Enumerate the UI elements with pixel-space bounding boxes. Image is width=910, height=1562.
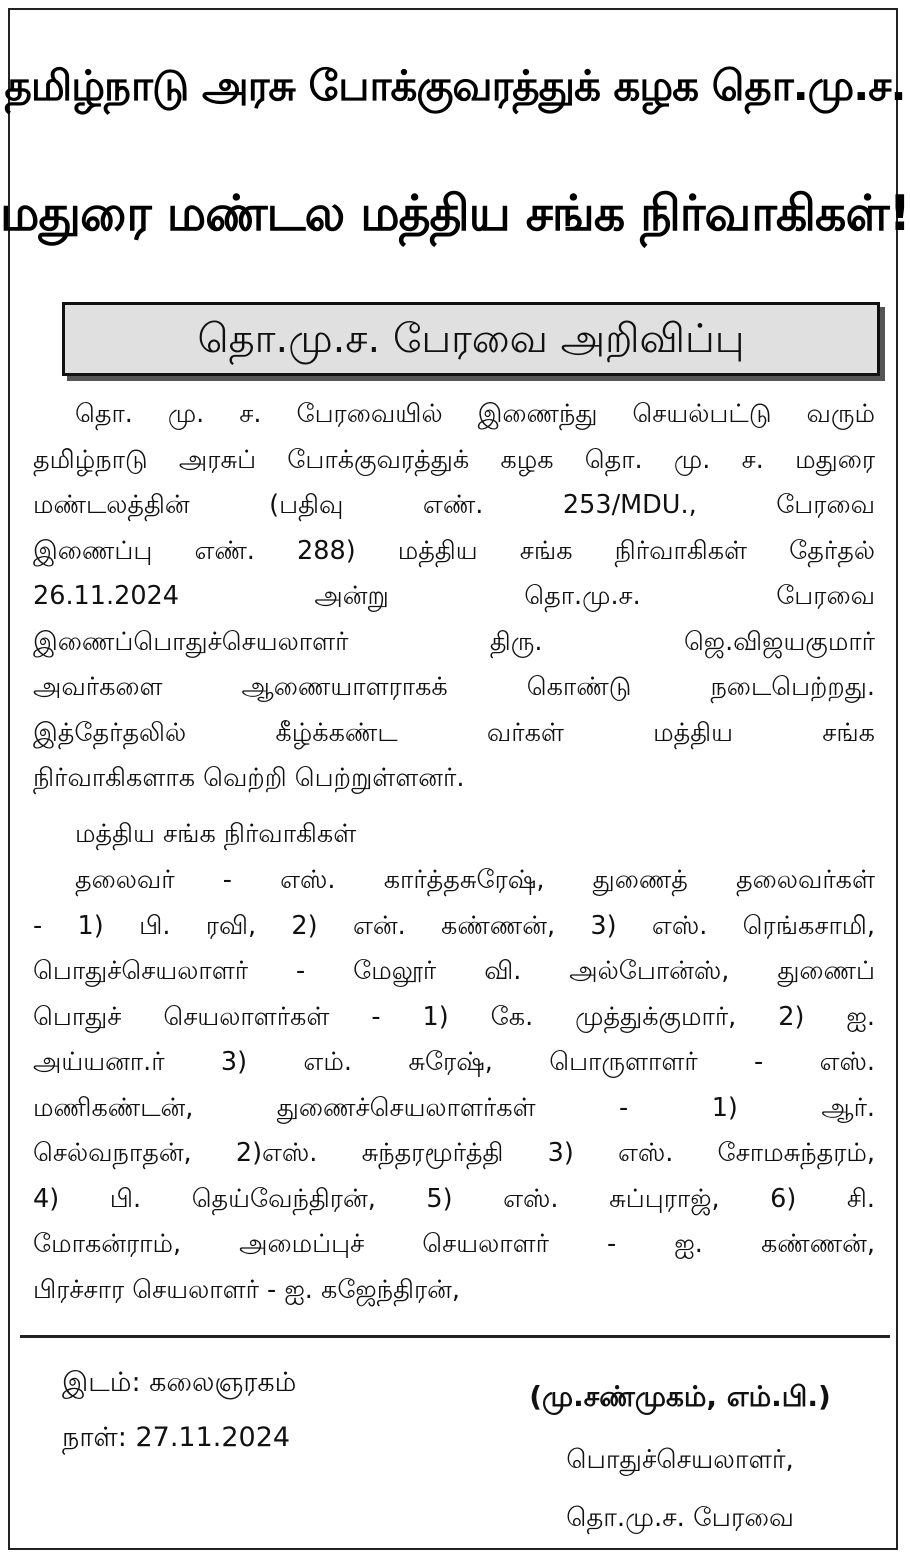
body-line: இணைப்பொதுச்செயலாளர் திரு. ஜெ.விஜயகுமார் [33, 626, 875, 657]
body-line: தொ. மு. ச. பேரவையில் இணைந்து செயல்பட்டு வரும் [75, 399, 875, 429]
body-line: இத்தேர்தலில் கீழ்க்கண்ட வர்கள் மத்திய சங்க [33, 717, 875, 748]
signatory-org: தொ.மு.ச. பேரவை [566, 1503, 794, 1533]
body-line: நிர்வாகிகளாக வெற்றி பெற்றுள்ளனர். [33, 763, 465, 793]
office-bearer-line: மோகன்ராம், அமைப்புச் செயலாளர் - ஐ. கண்ணன், [33, 1229, 875, 1259]
headline-line-1: தமிழ்நாடு அரசு போக்குவரத்துக் கழக தொ.மு.ச. [4, 61, 906, 110]
body-line: இணைப்பு எண். 288) மத்திய சங்க நிர்வாகிகள் தேர்தல் [33, 535, 875, 566]
headline-line-2: மதுரை மண்டல மத்திய சங்க நிர்வாகிகள்! [0, 185, 910, 242]
footer-divider [20, 1335, 890, 1338]
signatory-role: பொதுச்செயலாளர், [566, 1445, 794, 1475]
office-bearer-line: அய்யனா.ர் 3) எம். சுரேஷ், பொருளாளர் - எஸ். [33, 1047, 875, 1077]
place-line: இடம்: கலைஞரகம் [62, 1367, 297, 1398]
office-bearer-line: - 1) பி. ரவி, 2) என். கண்ணன், 3) எஸ். ரெங்கசாமி, [33, 910, 875, 941]
notice-title-box [62, 302, 880, 376]
body-line: தமிழ்நாடு அரசுப் போக்குவரத்துக் கழக தொ. மு. ச. மதுரை [33, 444, 875, 475]
office-bearers-heading: மத்திய சங்க நிர்வாகிகள் [75, 819, 357, 849]
date-line: நாள்: 27.11.2024 [62, 1422, 291, 1453]
office-bearers-list [33, 858, 875, 1313]
office-bearer-line: தலைவர் - எஸ். கார்த்தசுரேஷ், துணைத் தலைவர்கள் [75, 865, 875, 895]
notice-body [33, 392, 875, 802]
notice-title: தொ.மு.ச. பேரவை அறிவிப்பு [197, 316, 745, 362]
body-line: 26.11.2024 அன்று தொ.மு.ச. பேரவை [33, 581, 875, 611]
body-line: மண்டலத்தின் (பதிவு எண். 253/MDU., பேரவை [33, 490, 875, 520]
office-bearer-line: மணிகண்டன், துணைச்செயலாளர்கள் - 1) ஆர். [33, 1092, 875, 1123]
office-bearer-line: 4) பி. தெய்வேந்திரன், 5) எஸ். சுப்புராஜ், 6) சி. [33, 1183, 875, 1214]
office-bearer-line: பிரச்சார செயலாளர் - ஐ. கஜேந்திரன், [33, 1274, 460, 1305]
office-bearer-line: பொதுச் செயலாளர்கள் - 1) கே. முத்துக்குமார், 2) ஐ. [33, 1001, 875, 1032]
body-line: அவர்களை ஆணையாளராகக் கொண்டு நடைபெற்றது. [33, 672, 875, 702]
office-bearer-line: செல்வநாதன், 2)எஸ். சுந்தரமூர்த்தி 3) எஸ். சோமசுந்தரம், [33, 1138, 875, 1168]
office-bearer-line: பொதுச்செயலாளர் - மேலூர் வி. அல்போன்ஸ், துணைப் [33, 956, 875, 986]
signatory-name: (மு.சண்முகம், எம்.பி.) [529, 1380, 831, 1413]
